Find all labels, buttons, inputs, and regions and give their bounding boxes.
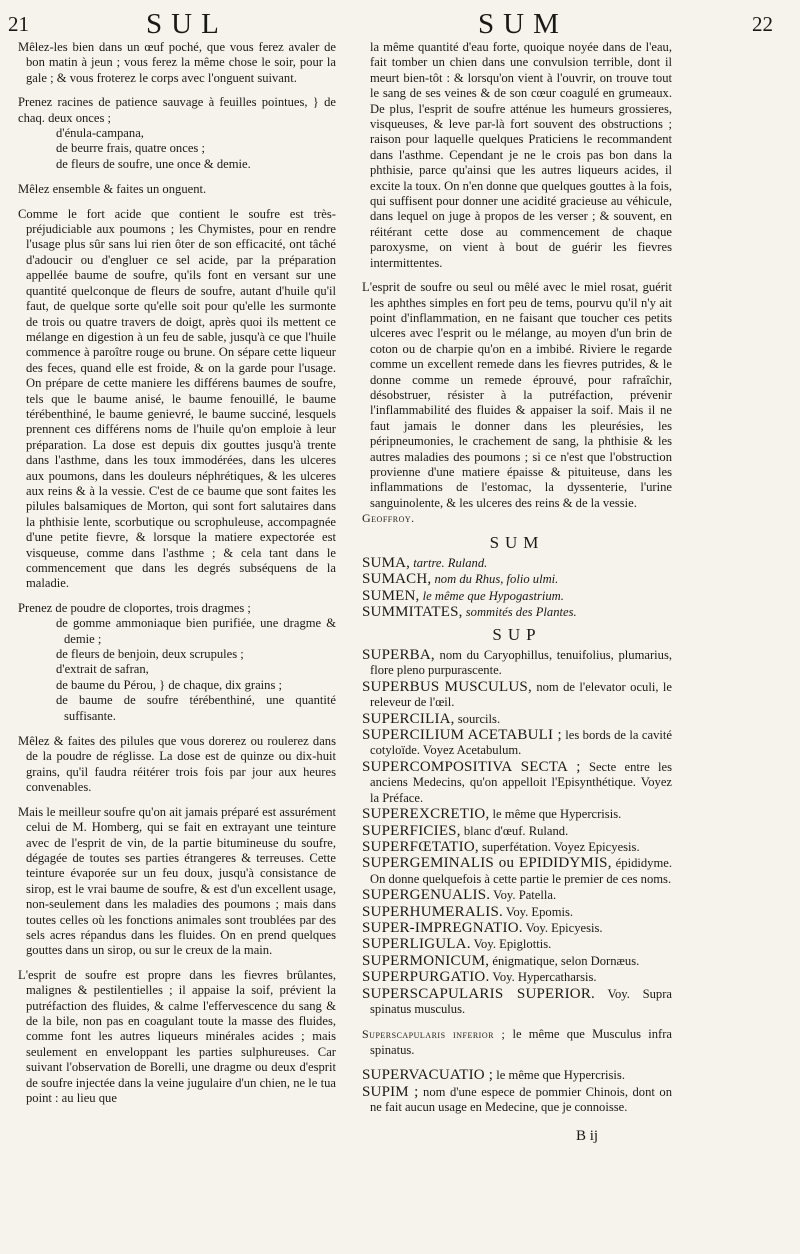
dictionary-entry bbox=[362, 987, 672, 1018]
entry-term: SUPERFŒTATIO, bbox=[362, 838, 479, 855]
dictionary-entry bbox=[362, 728, 672, 759]
entry-term: Superscapularis inferior ; bbox=[362, 1027, 506, 1042]
entry-definition: blanc d'œuf. Ruland. bbox=[460, 823, 569, 838]
author-signature: Geoffroy. bbox=[362, 511, 415, 526]
entry-definition: Voy. Supra spinatus musculus. bbox=[370, 986, 672, 1016]
dictionary-entry bbox=[362, 970, 672, 985]
entry-definition: tartre. Ruland. bbox=[410, 556, 488, 570]
dictionary-entry bbox=[362, 712, 672, 727]
entry-definition: le même que Hypercrisis. bbox=[493, 1068, 625, 1083]
section-heading-sum: SUM bbox=[489, 532, 545, 552]
entry-definition: nom de l'elevator oculi, le releveur de l'œil. bbox=[370, 679, 672, 710]
entry-definition: nom du Caryophillus, tenuifolius, plumarius, flore pleno purpurascente. bbox=[370, 648, 672, 678]
paragraph: Mais le meilleur soufre qu'on ait jamais préparé est assurément celui de M. Homberg, qui se fait en extrayant une teinture avec de l'esprit de vin, de la partie bitumineuse du soufre, dégagée de toutes ses parties étrangeres & terreuses. Cette teinture évaporée sur un feu doux, jusqu'à consistance de sirop, est le vrai baume de soufre, & est d'un excellent usage, non-seulement dans les maladies des poumons ; mais dans toutes celles où les fonctions animales sont troublées par des sels acres répandus dans les fluides. On en prend quelques gouttes dans un sirop, ou sur le creux de la main. bbox=[18, 804, 336, 958]
recipe-pills bbox=[18, 601, 336, 724]
entry-definition: sommités des Plantes. bbox=[462, 605, 577, 620]
entry-term: SUPERBA, bbox=[362, 647, 435, 664]
dictionary-entry bbox=[362, 888, 672, 903]
dictionary-entry bbox=[362, 921, 672, 936]
dictionary-entry bbox=[362, 954, 672, 969]
entry-term: SUPERHUMERALIS. bbox=[362, 903, 503, 920]
recipe-line: de baume de soufre térébenthiné, une quantité suffisante. bbox=[56, 693, 336, 723]
entry-definition: superfétation. Voyez Epicyesis. bbox=[478, 839, 640, 854]
entry-definition: nom du Rhus, folio ulmi. bbox=[431, 572, 559, 587]
dictionary-entry bbox=[362, 605, 672, 620]
entry-term: SUPIM ; bbox=[362, 1083, 419, 1100]
entry-term: SUMMITATES, bbox=[362, 604, 463, 621]
sum-entries bbox=[362, 556, 672, 621]
entry-term: SUPERGEMINALIS ou EPIDIDYMIS, bbox=[362, 855, 612, 872]
paragraph: L'esprit de soufre est propre dans les fievres brûlantes, malignes & pestilentielles ; il appaise la soif, prévient la putréfaction des fluides, & calme l'effervescence du sang & de la bile, non pas en coagulant toute la masse des fluides, comme font les autres liqueurs minérales acides ; mais seulement en enveloppant les parties sulphureuses. Car suivant l'observation de Borelli, une dragme ou deux d'esprit de soufre injectée dans la veine jugulaire d'un chien, ne le tua point : au lieu que bbox=[18, 967, 336, 1105]
paragraph: Comme le fort acide que contient le soufre est très-préjudiciable aux poumons ; les Chymistes, pour en rendre l'usage plus sûr sans lui rien ôter de son efficacité, ont tâché d'adoucir ou d'engluer ce sel acide, par la préparation appellée baume de soufre, qu'ils font en versant sur une quantité quelconque de fleurs de soufre, autant d'huile qu'il faut, de quelque sorte qu'elle soit pour qu'elle les surmonte de trois ou quatre travers de doigt, après quoi ils mettent ce mélange en digestion à un feu de sable, jusqu'à ce que l'huile commence à paroître rouge ou brune. On sépare cette liqueur des feces, quand elle est froide, & on la garde pour l'usage. On prépare de cette maniere les différens baumes de soufre, tels que le baume anisé, le baume fenouillé, le baume térébenthiné, le baume genievré, le baume succiné, lesquels prennent ces différens noms de l'huile qu'on emploie à leur préparation. La dose est depuis dix gouttes jusqu'à trente dans l'asthme, dans les toux immodérées, dans les ulceres aux poumons, dans les douleurs néphrétiques, & les ulceres aux reins & à la vessie. C'est de ce baume que sont faites les pilules balsamiques de Morton, qui sont fort salutaires dans la phthisie lente, scorbutique ou scrophuleuse, accompagnée d'une petite fievre, & lorsque la matiere expectorée est visqueuse, comme dans l'asthme ; & cela tant dans le commencement que dans les degrés subséquens de la maladie. bbox=[18, 206, 336, 591]
dictionary-entry bbox=[362, 572, 672, 587]
entry-definition: Voy. Epiglottis. bbox=[470, 937, 552, 952]
entry-definition: Voy. Epomis. bbox=[502, 904, 574, 919]
recipe-ointment bbox=[18, 95, 336, 172]
entry-term: SUMEN, bbox=[362, 587, 420, 604]
dictionary-entry bbox=[362, 937, 672, 952]
entry-definition: le même que Hypercrisis. bbox=[489, 807, 622, 822]
entry-term: SUPERGENUALIS. bbox=[362, 887, 491, 904]
entry-term: SUPERVACUATIO ; bbox=[362, 1067, 494, 1084]
paragraph: Mêlez ensemble & faites un onguent. bbox=[18, 182, 207, 197]
section-heading-sup: SUP bbox=[492, 624, 542, 644]
entry-term: SUPERMONICUM, bbox=[362, 952, 490, 969]
right-column bbox=[362, 40, 672, 1116]
entry-term: SUPERCOMPOSITIVA SECTA ; bbox=[362, 758, 581, 775]
dictionary-entry bbox=[362, 905, 672, 920]
entry-term: SUPERBUS MUSCULUS, bbox=[362, 678, 532, 695]
entry-term: SUPERLIGULA. bbox=[362, 936, 471, 953]
recipe-line: de fleurs de soufre, une once & demie. bbox=[56, 156, 251, 171]
left-page-number: 21 bbox=[8, 12, 29, 36]
dictionary-entry bbox=[362, 1068, 672, 1083]
entry-definition: sourcils. bbox=[454, 711, 501, 726]
recipe-line: de beurre frais, quatre onces ; bbox=[56, 141, 205, 156]
recipe-line: d'extrait de safran, bbox=[56, 662, 149, 677]
entry-definition: Secte entre les anciens Medecins, qu'on appelloit l'Episynthétique. Voyez la Préface. bbox=[370, 759, 672, 805]
entry-definition: le même que Hypogastrium. bbox=[419, 588, 564, 603]
recipe-line: de baume du Pérou, } de chaque, dix grains ; bbox=[56, 677, 283, 692]
entry-term: SUPEREXCRETIO, bbox=[362, 806, 490, 823]
dictionary-entry bbox=[362, 807, 672, 822]
left-column bbox=[18, 40, 336, 1115]
entry-definition: Voy. Hypercatharsis. bbox=[489, 970, 597, 985]
entry-term: SUPERCILIA, bbox=[362, 710, 455, 727]
recipe-line: Prenez racines de patience sauvage à feuilles pointues, } de chaq. deux onces ; bbox=[18, 95, 336, 125]
entry-term: SUPER-IMPREGNATIO. bbox=[362, 919, 523, 936]
catchword: B ij bbox=[576, 1128, 599, 1144]
entry-definition: épididyme. On donne quelquefois à cette partie le premier de ces noms. bbox=[370, 856, 672, 886]
dictionary-entry bbox=[362, 680, 672, 711]
page-header bbox=[0, 6, 800, 42]
dictionary-entry bbox=[362, 840, 672, 855]
recipe-line: de fleurs de benjoin, deux scrupules ; bbox=[56, 647, 244, 662]
dictionary-entry bbox=[362, 856, 672, 887]
dictionary-entry bbox=[362, 824, 672, 839]
recipe-line: d'énula-campana, bbox=[56, 126, 144, 141]
paragraph: Mêlez & faites des pilules que vous dorerez ou roulerez dans de la poudre de réglisse. La dose est de quinze ou dix-huit grains, qu'il faudra réitérer trois fois par jour aux heures convenables. bbox=[18, 734, 336, 795]
paragraph: L'esprit de soufre ou seul ou mêlé avec le miel rosat, guérit les aphthes simples en fort peu de tems, pourvu qu'il n'y ait point d'inflammation, en ne faisant que toucher ces petits ulceres avec l'esprit ou le mélange, au moyen d'un brin de coton ou de charpie qu'on en a imbibé. Riviere le regarde comme un excellent remede dans les fievres putrides, & le donne comme un remede éprouvé, pour rafraîchir, désobstruer, résister à la putréfaction, prévenir l'inflammabilité des fluides & appaiser la soif. Mais il ne faut jamais le donner dans les pleurésies, les péripneumonies, le crachement de sang, la phthisie & les autres maladies des poumons ; si ce n'est que l'obstruction provienne d'une matiere épaisse & pituiteuse, dans les inflammations de l'estomac, la dyssenterie, l'urine sanguinolente, & les ulceres des reins & de la vessie. bbox=[362, 280, 672, 510]
entry-definition: Voy. Patella. bbox=[490, 888, 557, 903]
right-running-head: SUM bbox=[478, 8, 568, 40]
dictionary-entry bbox=[362, 589, 672, 604]
entry-term: SUMA, bbox=[362, 555, 411, 571]
dictionary-entry bbox=[362, 1027, 672, 1058]
dictionary-entry bbox=[362, 556, 672, 571]
entry-term: SUMACH, bbox=[362, 571, 432, 588]
left-running-head: SUL bbox=[146, 8, 228, 40]
paragraph: Mêlez-les bien dans un œuf poché, que vous ferez avaler de bon matin à jeun ; vous ferez la même chose le soir, pour la gale ; & vous froterez le corps avec l'onguent suivant. bbox=[18, 40, 336, 85]
dictionary-entry bbox=[362, 760, 672, 806]
entry-definition: les bords de la cavité cotyloïde. Voyez Acetabulum. bbox=[370, 728, 672, 758]
entry-definition: énigmatique, selon Dornæus. bbox=[489, 953, 640, 968]
entry-definition: le même que Musculus infra spinatus. bbox=[370, 1027, 672, 1057]
right-page-number: 22 bbox=[752, 12, 773, 36]
entry-term: SUPERSCAPULARIS SUPERIOR. bbox=[362, 985, 595, 1002]
recipe-line: de gomme ammoniaque bien purifiée, une dragme & demie ; bbox=[56, 616, 336, 646]
entry-definition: Voy. Epicyesis. bbox=[522, 920, 603, 935]
sup-entries bbox=[362, 648, 672, 1115]
dictionary-entry bbox=[362, 1085, 672, 1116]
entry-term: SUPERFICIES, bbox=[362, 822, 461, 839]
entry-definition: nom d'une espece de pommier Chinois, dont on ne fait aucun usage en Medecine, que je connoisse. bbox=[370, 1084, 672, 1114]
paragraph: la même quantité d'eau forte, quoique noyée dans de l'eau, fait tomber un chien dans une convulsion terrible, dont il meurt bien-tôt : & lorsqu'on vient à l'ouvrir, on trouve tout le sang de ses veines & de son cœur coagulé en grumeaux. De plus, l'esprit de soufre atténue les humeurs grossieres, visqueuses, & leve par-là fort souvent des obstructions ; raison pour laquelle quelques Praticiens le recommandent dans l'asthme. Cependant je ne le crois pas bon dans la phthisie, parce qu'ainsi que les autres liqueurs acides, il excite la toux. On n'en donne que quelques gouttes à la fois, qui suffisent pour donner une acidité gracieuse au véhicule, dans lequel on juge à propos de les verser ; & souvent, en réitérant cette dose au commencement de chaque paroxysme, on vient à bout de guérir les fievres intermittentes. bbox=[370, 40, 672, 270]
dictionary-entry bbox=[362, 648, 672, 679]
recipe-line: Prenez de poudre de cloportes, trois dragmes ; bbox=[18, 600, 251, 615]
entry-term: SUPERCILIUM ACETABULI ; bbox=[362, 727, 562, 744]
entry-term: SUPERPURGATIO. bbox=[362, 969, 490, 986]
